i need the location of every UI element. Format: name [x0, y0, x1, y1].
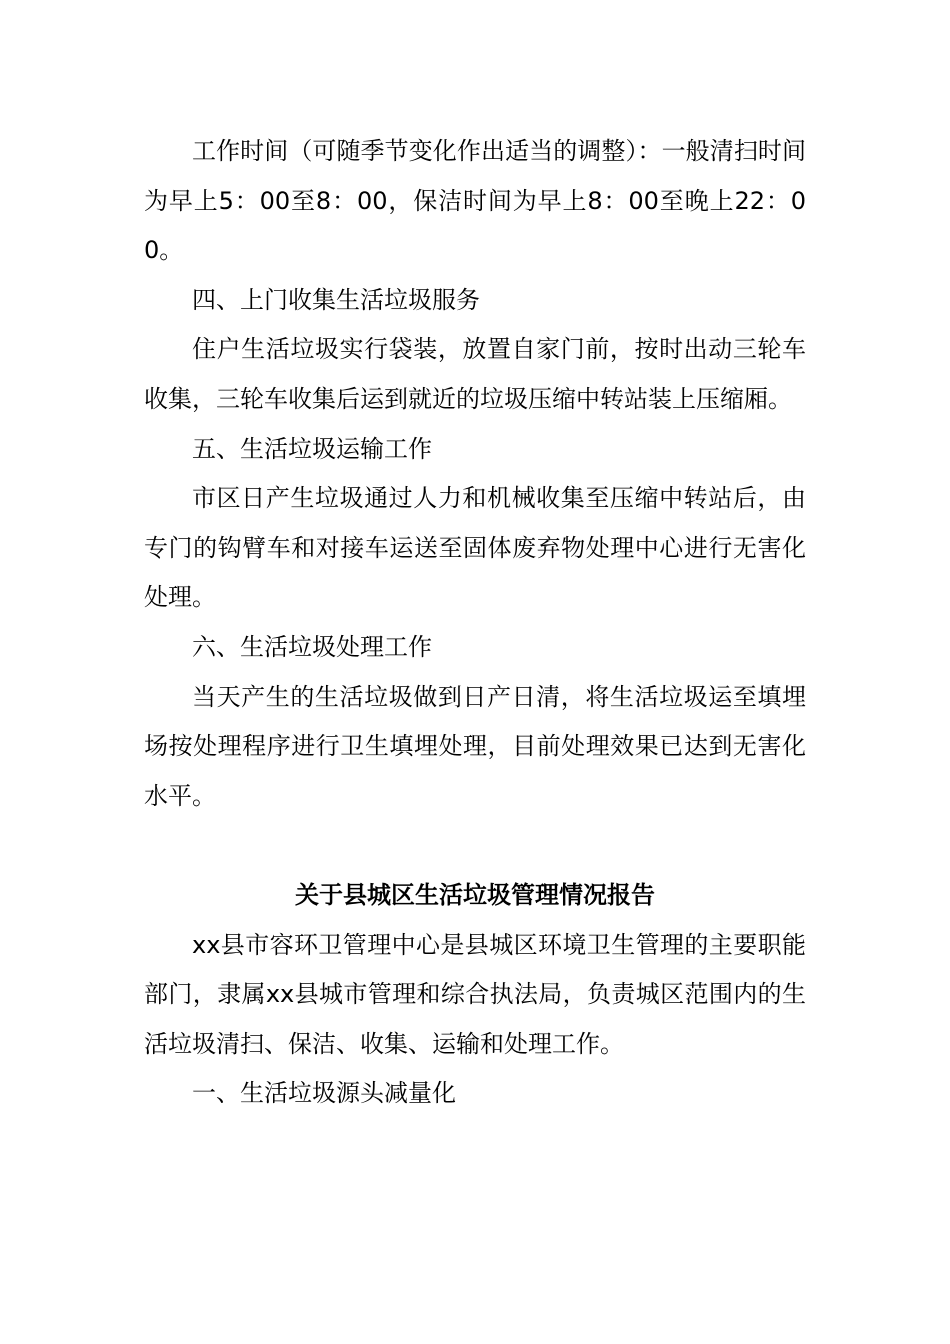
report-title: 关于县城区生活垃圾管理情况报告	[295, 880, 655, 909]
section-heading-4: 四、上门收集生活垃圾服务	[192, 285, 480, 314]
section-heading-5: 五、生活垃圾运输工作	[192, 434, 432, 463]
door-collection-paragraph: 住户生活垃圾实行袋装，放置自家门前，按时出动三轮车收集，三轮车收集后运到就近的垃圾压缩中转站装上压缩厢。	[144, 335, 806, 413]
section-heading-6: 六、生活垃圾处理工作	[192, 632, 432, 661]
work-hours-paragraph: 工作时间（可随季节变化作出适当的调整）：一般清扫时间为早上5：00至8：00，保洁时间为早上8：00至晚上22：00。	[144, 137, 806, 265]
treatment-paragraph: 当天产生的生活垃圾做到日产日清，将生活垃圾运至填埋场按处理程序进行卫生填埋处理，目前处理效果已达到无害化水平。	[144, 682, 806, 810]
intro-paragraph: xx县市容环卫管理中心是县城区环境卫生管理的主要职能部门，隶属xx县城市管理和综合执法局，负责城区范围内的生活垃圾清扫、保洁、收集、运输和处理工作。	[144, 930, 806, 1058]
section-heading-1: 一、生活垃圾源头减量化	[192, 1079, 456, 1108]
transport-paragraph: 市区日产生垃圾通过人力和机械收集至压缩中转站后，由专门的钩臂车和对接车运送至固体废弃物处理中心进行无害化处理。	[144, 484, 806, 612]
document-body	[144, 127, 806, 1119]
section-spacer	[144, 821, 806, 871]
